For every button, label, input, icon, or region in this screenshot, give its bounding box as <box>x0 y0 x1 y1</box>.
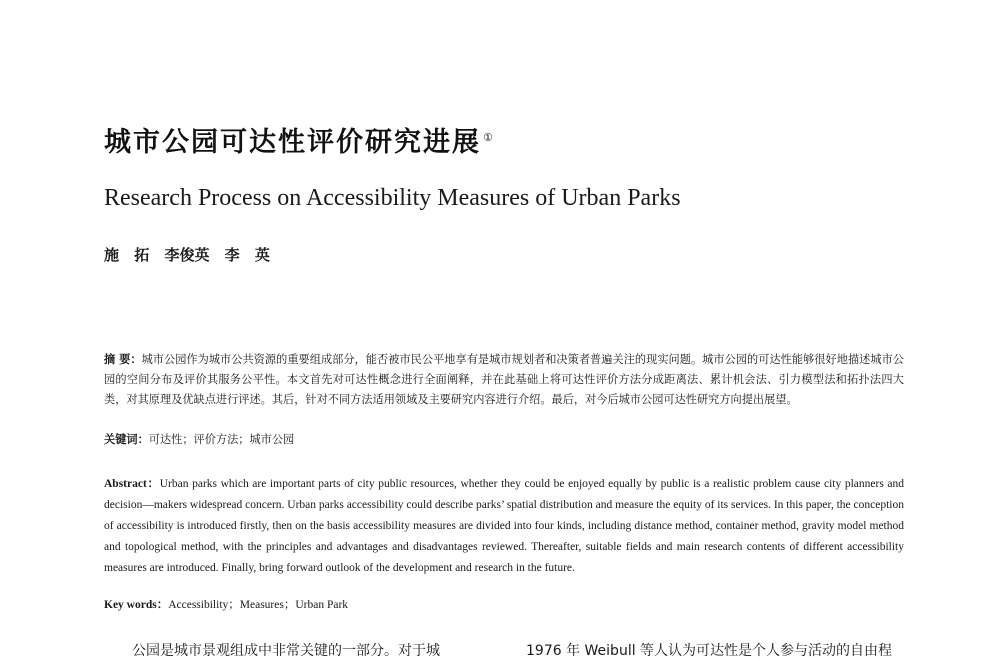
author-list: 施 拓 李俊英 李 英 <box>104 246 270 264</box>
body-left-column: 公园是城市景观组成中非常关键的一部分。对于城 <box>132 643 440 659</box>
abstract-english-text: Urban parks which are important parts of city public resources, whether they could be enjoyed equally by public is a realistic problem cause city planners and decision—makers widespread concern. Urban parks accessibility could describe parks’ spatial distribution and measure the equity of its services. In this paper, the conception of accessibility is introduced firstly, then on the basis accessibility measures are divided into four kinds, including distance method, container method, gravity model method and topological method, with the principles and advantages and disadvantages reviewed. Thereafter, suitable fields and main research contents of different accessibility measures are introduced. Finally, bring forward outlook of the development and research in the future. <box>104 478 904 574</box>
paper-title-english: Research Process on Accessibility Measures of Urban Parks <box>104 185 681 211</box>
abstract-english-label: Abstract： <box>104 478 160 490</box>
abstract-chinese-label: 摘 要： <box>104 353 142 366</box>
keywords-chinese <box>104 430 904 450</box>
keywords-chinese-text: 可达性；评价方法；城市公园 <box>148 433 295 446</box>
body-right-column: 1976 年 Weibull 等人认为可达性是个人参与活动的自由程 <box>526 643 893 659</box>
title-text: 城市公园可达性评价研究进展 <box>104 127 481 158</box>
abstract-chinese-text: 城市公园作为城市公共资源的重要组成部分，能否被市民公平地享有是城市规划者和决策者普遍关注的现实问题。城市公园的可达性能够很好地描述城市公园的空间分布及评价其服务公平性。本文首先对可达性概念进行全面阐释，并在此基础上将可达性评价方法分成距离法、累计机会法、引力模型法和拓扑法四大类，对其原理及优缺点进行评述。其后，针对不同方法适用领域及主要研究内容进行介绍。最后，对今后城市公园可达性研究方向提出展望。 <box>104 353 904 406</box>
keywords-english-text: Accessibility；Measures；Urban Park <box>168 599 349 611</box>
paper-title-chinese <box>104 120 495 159</box>
abstract-english <box>104 474 904 579</box>
keywords-chinese-label: 关键词： <box>104 433 149 446</box>
abstract-chinese <box>104 350 904 410</box>
keywords-english <box>104 595 904 615</box>
footnote-marker: ① <box>483 131 495 144</box>
keywords-english-label: Key words： <box>104 599 169 611</box>
